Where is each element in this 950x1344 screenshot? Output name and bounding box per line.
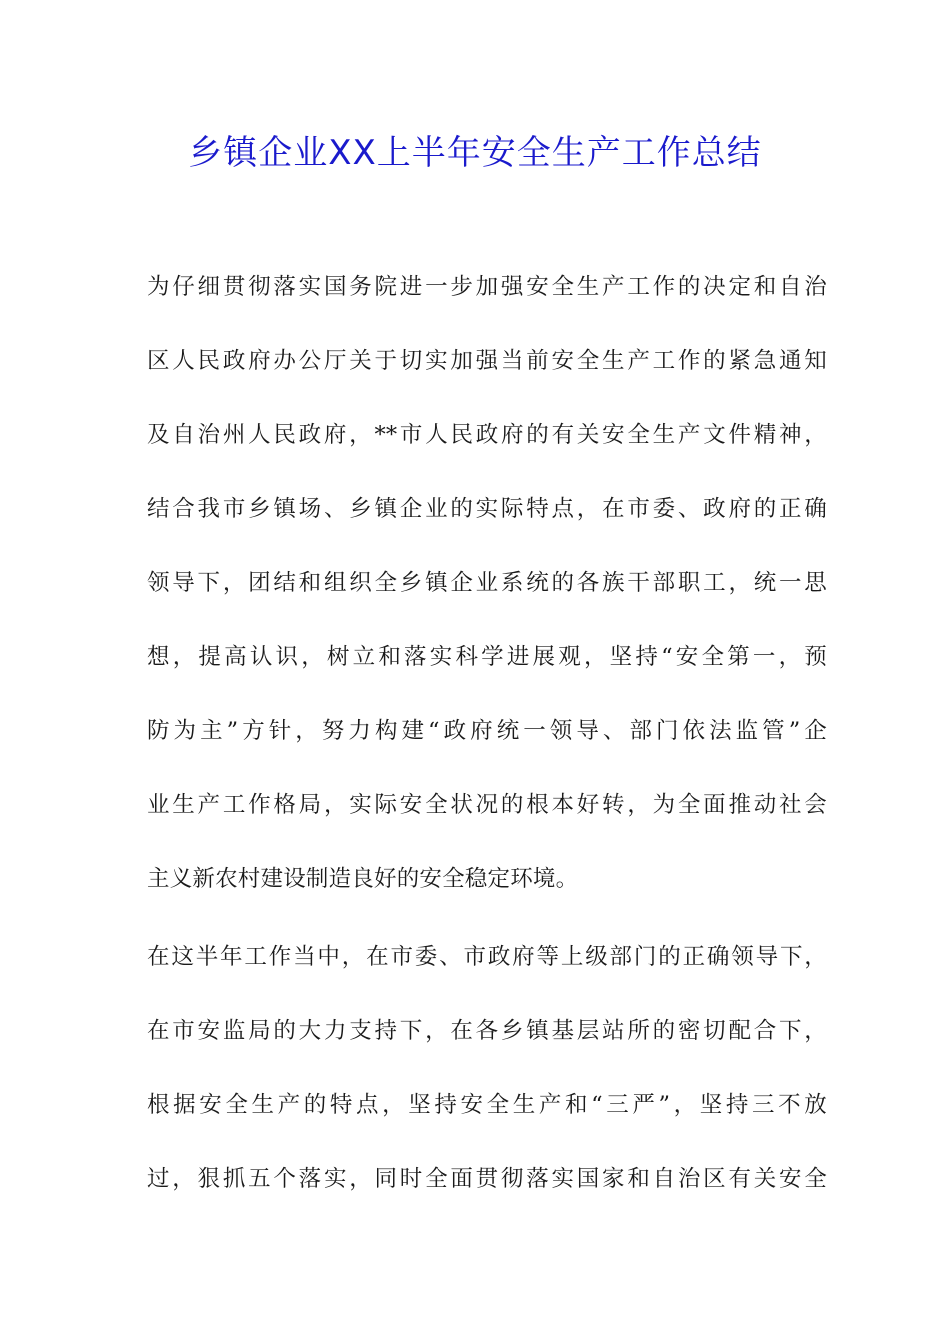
document-title: 乡镇企业XX上半年安全生产工作总结 (188, 133, 762, 173)
text-line: 防为主”方针，努力构建“政府统一领导、部门依法监管”企 (147, 718, 827, 744)
text-line: 领导下，团结和组织全乡镇企业系统的各族干部职工，统一思 (147, 570, 827, 596)
text-line: 在这半年工作当中，在市委、市政府等上级部门的正确领导下， (147, 944, 827, 970)
text-line: 及自治州人民政府，**市人民政府的有关安全生产文件精神， (147, 422, 827, 448)
text-line: 想，提高认识，树立和落实科学进展观，坚持“安全第一，预 (147, 644, 827, 670)
paragraph-2 (147, 920, 827, 1216)
text-line: 在市安监局的大力支持下，在各乡镇基层站所的密切配合下， (147, 1018, 827, 1044)
text-line: 业生产工作格局，实际安全状况的根本好转，为全面推动社会 (147, 792, 827, 818)
paragraph-1 (147, 250, 827, 916)
text-line: 为仔细贯彻落实国务院进一步加强安全生产工作的决定和自治 (147, 274, 827, 300)
text-line: 区人民政府办公厅关于切实加强当前安全生产工作的紧急通知 (147, 348, 827, 374)
text-line: 过，狠抓五个落实，同时全面贯彻落实国家和自治区有关安全 (147, 1166, 827, 1192)
text-line: 根据安全生产的特点，坚持安全生产和“三严”，坚持三不放 (147, 1092, 827, 1118)
text-line: 主义新农村建设制造良好的安全稳定环境。 (147, 866, 579, 892)
text-line: 结合我市乡镇场、乡镇企业的实际特点，在市委、政府的正确 (147, 496, 827, 522)
